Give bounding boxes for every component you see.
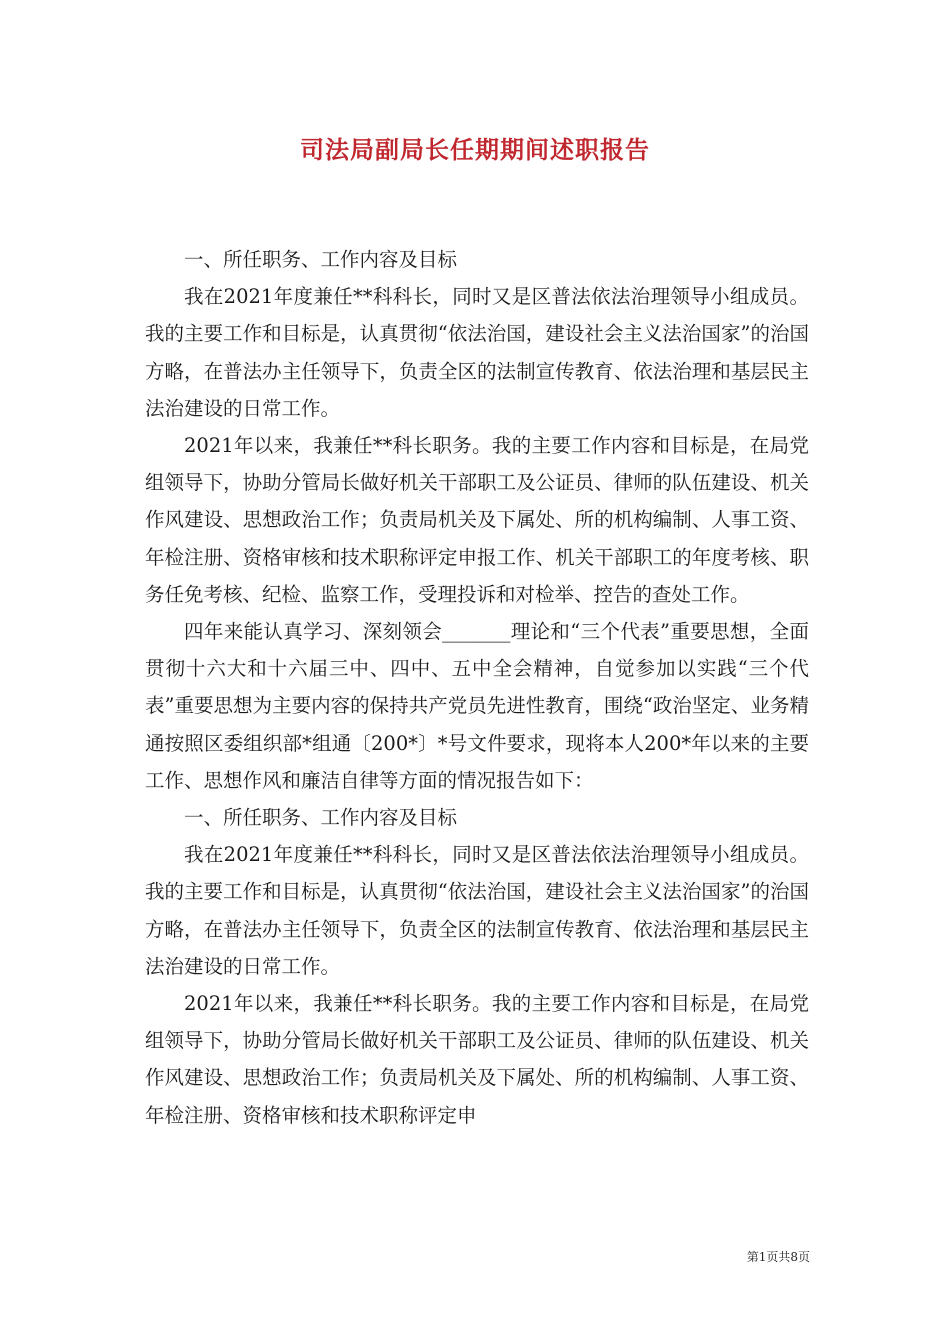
- paragraph: 我在2021年度兼任**科科长，同时又是区普法依法治理领导小组成员。我的主要工作和目标是，认真贯彻“依法治国，建设社会主义法治国家”的治国方略，在普法办主任领导下，负责全区的法制宣传教育、依法治理和基层民主法治建设的日常工作。: [145, 843, 809, 978]
- paragraph-section-heading: 一、所任职务、工作内容及目标: [184, 806, 458, 830]
- paragraph-section-heading: 一、所任职务、工作内容及目标: [184, 248, 458, 271]
- paragraph: 2021年以来，我兼任**科长职务。我的主要工作内容和目标是，在局党组领导下，协助分管局长做好机关干部职工及公证员、律师的队伍建设、机关作风建设、思想政治工作；负责局机关及下属处、所的机构编制、人事工资、年检注册、资格审核和技术职称评定申: [145, 992, 809, 1127]
- document-body: [145, 241, 809, 1134]
- paragraph: 2021年以来，我兼任**科长职务。我的主要工作内容和目标是，在局党组领导下，协助分管局长做好机关干部职工及公证员、律师的队伍建设、机关作风建设、思想政治工作；负责局机关及下属处、所的机构编制、人事工资、年检注册、资格审核和技术职称评定申报工作、机关干部职工的年度考核、职务任免考核、纪检、监察工作，受理投诉和对检举、控告的查处工作。: [145, 434, 809, 606]
- document-title: 司法局副局长任期期间述职报告: [300, 135, 650, 164]
- paragraph: 四年来能认真学习、深刻领会_______理论和“三个代表”重要思想，全面贯彻十六大和十六届三中、四中、五中全会精神，自觉参加以实践“三个代表”重要思想为主要内容的保持共产党员先进性教育，围绕“政治坚定、业务精通按照区委组织部*组通〔200*〕*号文件要求，现将本人200*年以来的主要工作、思想作风和廉洁自律等方面的情况报告如下：: [145, 620, 809, 792]
- paragraph: 我在2021年度兼任**科科长，同时又是区普法依法治理领导小组成员。我的主要工作和目标是，认真贯彻“依法治国，建设社会主义法治国家”的治国方略，在普法办主任领导下，负责全区的法制宣传教育、依法治理和基层民主法治建设的日常工作。: [145, 285, 809, 420]
- page-number: 第1页共8页: [746, 1250, 810, 1264]
